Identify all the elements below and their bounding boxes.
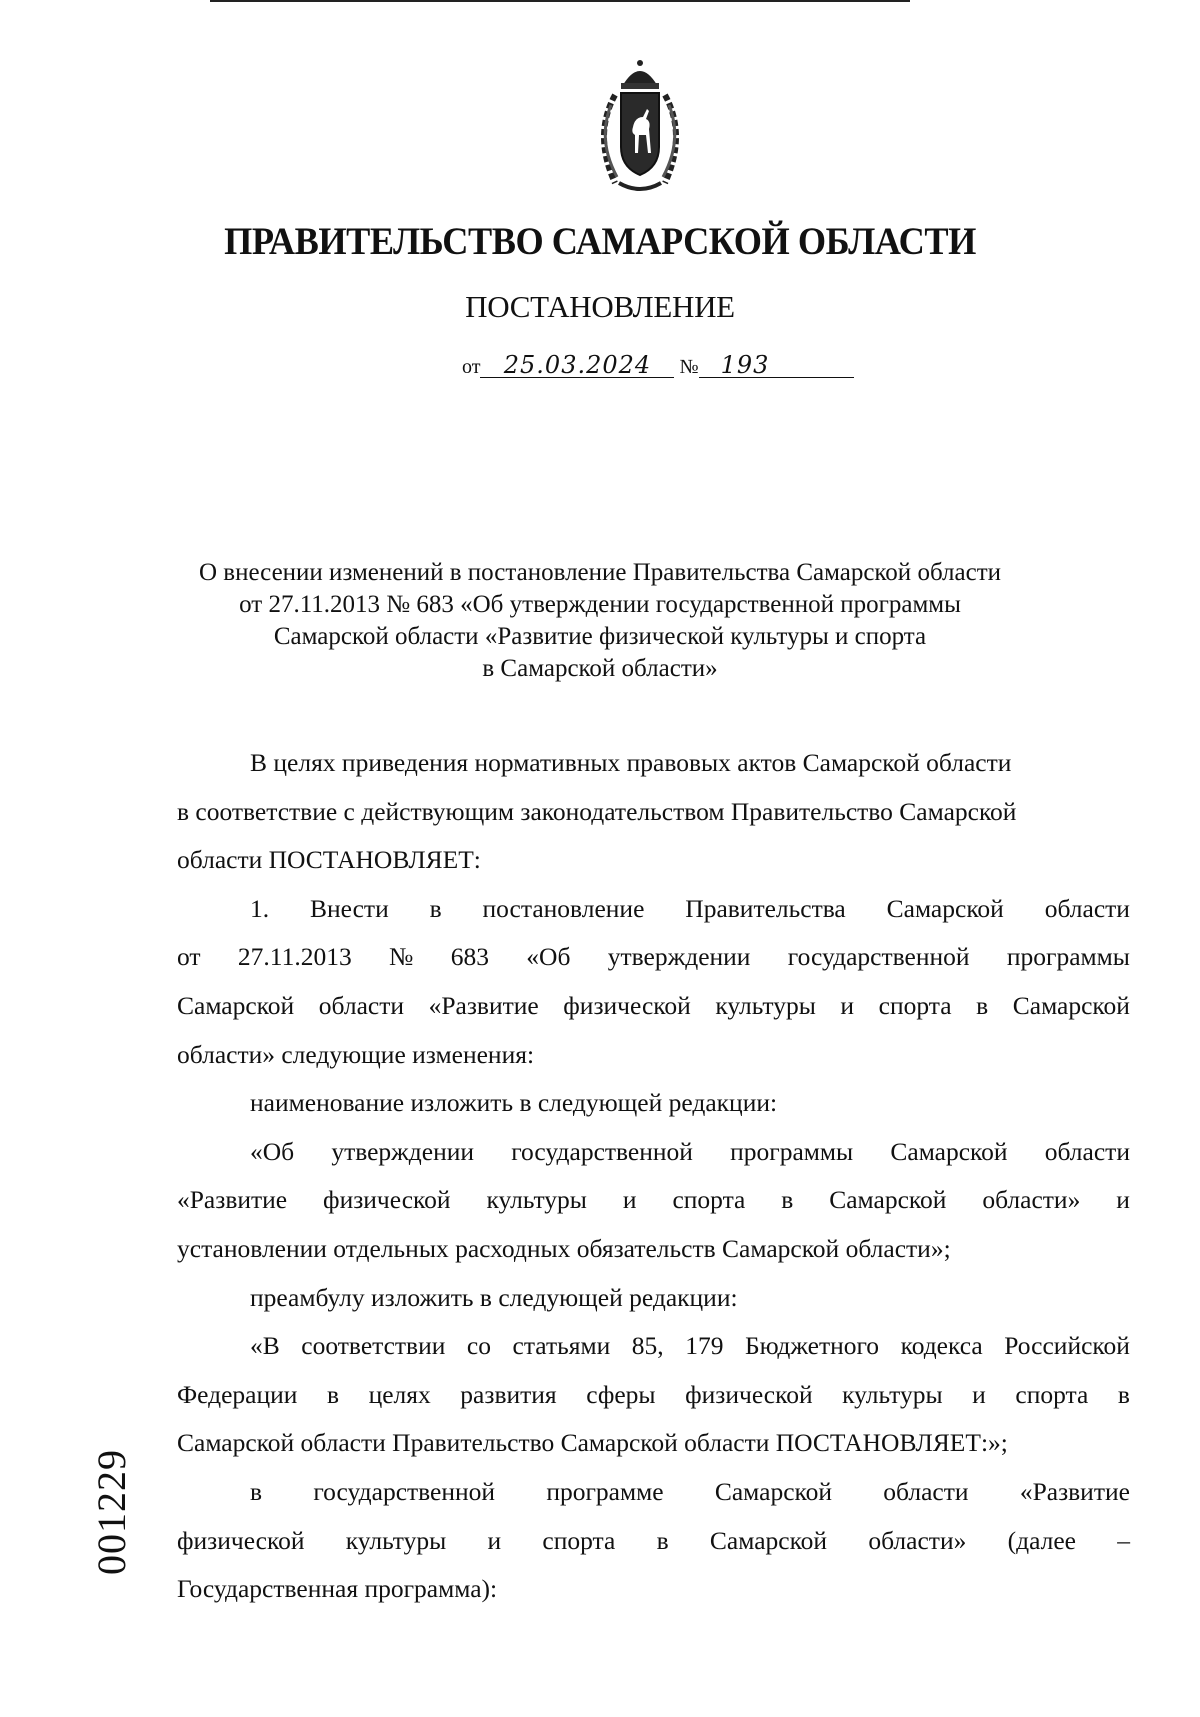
word: физической — [323, 1185, 451, 1215]
word: Самарской — [890, 1136, 1008, 1166]
word: Самарской — [1012, 990, 1130, 1020]
word: культуры — [715, 990, 816, 1020]
government-title: ПРАВИТЕЛЬСТВО САМАРСКОЙ ОБЛАСТИ — [224, 220, 976, 263]
justified-line — [177, 1517, 1130, 1566]
word: развития — [460, 1379, 557, 1409]
word: спорта — [878, 990, 952, 1020]
justified-line — [177, 885, 1130, 934]
word: Самарской — [709, 1525, 828, 1555]
paragraph-line: наименование изложить в следующей редакции: — [250, 1088, 778, 1118]
justified-line — [177, 1468, 1130, 1517]
word: «Развитие — [428, 990, 539, 1020]
paragraph-line: Государственная программа): — [177, 1574, 498, 1604]
word: спорта — [1015, 1379, 1089, 1409]
word: области» — [868, 1525, 967, 1555]
paragraph-line: в соответствие с действующим законодательством Правительство Самарской — [177, 796, 1017, 826]
word: и — [1116, 1185, 1130, 1215]
word: в — [656, 1525, 669, 1555]
justified-line — [177, 1371, 1130, 1420]
document-subject — [150, 557, 1050, 685]
word: физической — [685, 1379, 813, 1409]
word: «Об — [526, 942, 571, 972]
subject-line: от 27.11.2013 № 683 «Об утверждении государственной программы — [239, 591, 961, 618]
word: в — [250, 1476, 263, 1506]
paragraph-line: области ПОСТАНОВЛЯЕТ: — [177, 845, 481, 875]
document-number: 193 — [699, 353, 854, 378]
word: (далее — [1007, 1525, 1076, 1555]
word: Самарской — [829, 1185, 947, 1215]
word: и — [487, 1525, 502, 1555]
word: программы — [1006, 942, 1130, 972]
subject-line: в Самарской области» — [482, 655, 718, 682]
word: области — [883, 1476, 969, 1506]
date-number-line — [462, 352, 862, 382]
word: утверждении — [607, 942, 751, 972]
paragraph-line: преамбулу изложить в следующей редакции: — [250, 1282, 738, 1312]
word: Российской — [1004, 1331, 1130, 1361]
margin-registration-stamp: 001229 — [89, 1449, 134, 1575]
word: области — [318, 990, 404, 1020]
word: Бюджетного — [744, 1331, 880, 1361]
word: программы — [730, 1136, 854, 1166]
word: и — [840, 990, 855, 1020]
word: в — [429, 893, 442, 923]
word: «Об — [250, 1136, 295, 1166]
word: целях — [368, 1379, 431, 1409]
justified-line — [177, 1128, 1130, 1177]
word: от — [177, 942, 201, 972]
word: и — [622, 1185, 637, 1215]
word: «В — [250, 1331, 280, 1361]
word: физической — [563, 990, 691, 1020]
word: Федерации — [177, 1379, 298, 1409]
paragraph-line: области» следующие изменения: — [177, 1039, 535, 1069]
word: «Развитие — [177, 1185, 288, 1215]
word: статьями — [512, 1331, 611, 1361]
word: государственной — [313, 1476, 496, 1506]
word: культуры — [345, 1525, 447, 1555]
top-edge-line — [210, 0, 910, 2]
word: № — [389, 942, 414, 972]
word: области — [1044, 1136, 1130, 1166]
justified-line — [177, 933, 1130, 982]
word: спорта — [672, 1185, 746, 1215]
word: программе — [546, 1476, 664, 1506]
word: культуры — [842, 1379, 943, 1409]
word: области — [1044, 893, 1130, 923]
word: утверждении — [331, 1136, 475, 1166]
date-prefix: от — [462, 356, 481, 378]
word: кодекса — [900, 1331, 983, 1361]
word: в — [976, 990, 989, 1020]
word: в — [781, 1185, 794, 1215]
word: со — [466, 1331, 491, 1361]
word: – — [1117, 1525, 1130, 1555]
word: 179 — [685, 1331, 724, 1361]
word: и — [972, 1379, 986, 1409]
paragraph-line: установлении отдельных расходных обязательств Самарской области»; — [177, 1233, 951, 1263]
word: Самарской — [177, 990, 295, 1020]
justified-line — [177, 1176, 1130, 1225]
word: Самарской — [714, 1476, 833, 1506]
subject-line: О внесении изменений в постановление Правительства Самарской области — [198, 559, 1002, 586]
subject-line: Самарской области «Развитие физической культуры и спорта — [273, 623, 927, 650]
word: государственной — [787, 942, 970, 972]
document-body — [177, 739, 1130, 1614]
word: в — [1117, 1379, 1130, 1409]
justified-line — [177, 1322, 1130, 1371]
word: Самарской — [886, 893, 1004, 923]
paragraph-line: Самарской области Правительство Самарской области ПОСТАНОВЛЯЕТ:»; — [177, 1428, 1008, 1458]
word: спорта — [542, 1525, 616, 1555]
word: 683 — [450, 942, 489, 972]
justified-line — [177, 982, 1130, 1031]
word: 27.11.2013 — [237, 942, 352, 972]
word: Правительства — [685, 893, 846, 923]
word: постановление — [482, 893, 645, 923]
word: культуры — [486, 1185, 587, 1215]
word: сферы — [586, 1379, 656, 1409]
word: соответствии — [301, 1331, 446, 1361]
document-date: 25.03.2024 — [480, 353, 674, 378]
word: в — [326, 1379, 340, 1409]
word: Внести — [310, 893, 389, 923]
word: области» — [982, 1185, 1081, 1215]
word: «Развитие — [1019, 1476, 1130, 1506]
word: 85, — [631, 1331, 664, 1361]
word: физической — [177, 1525, 305, 1555]
paragraph-line: В целях приведения нормативных правовых актов Самарской области — [250, 748, 1012, 777]
word: государственной — [511, 1136, 693, 1166]
document-type: ПОСТАНОВЛЕНИЕ — [465, 289, 735, 324]
number-prefix: № — [679, 356, 699, 378]
coat-of-arms-emblem — [585, 55, 695, 195]
word: 1. — [250, 893, 270, 923]
